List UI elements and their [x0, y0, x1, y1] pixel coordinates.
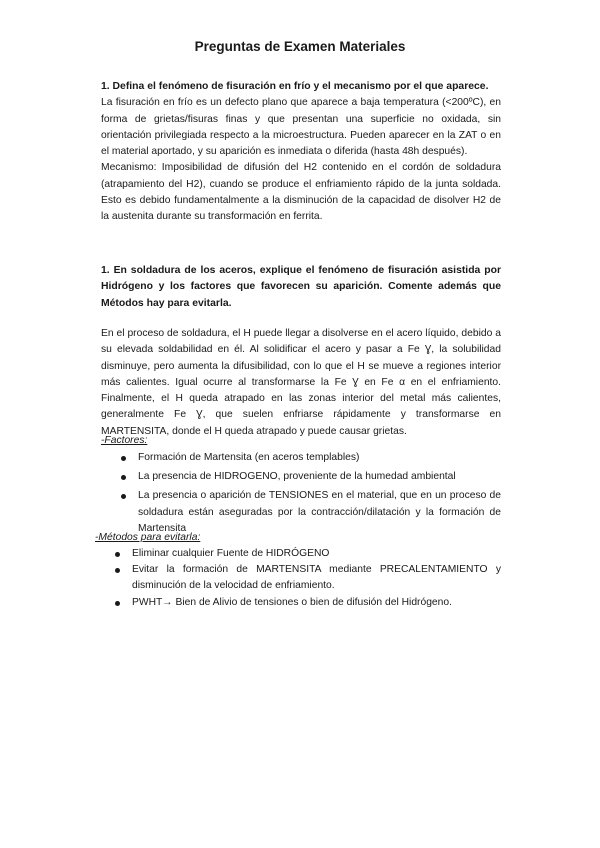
list-item — [115, 546, 501, 562]
question-2 — [101, 263, 501, 312]
question-1-heading: 1. Defina el fenómeno de fisuración en frío y el mecanismo por el que aparece. — [101, 81, 489, 92]
methods-label: -Métodos para evitarla: — [95, 532, 201, 543]
bullet-icon — [115, 568, 120, 573]
method-text: Eliminar cualquier Fuente de HIDRÓGENO — [132, 548, 330, 559]
method-text: Evitar la formación de MARTENSITA mediante PRECALENTAMIENTO y disminución de la velocidad de enfriamiento. — [132, 564, 501, 592]
bullet-icon — [115, 601, 120, 606]
factor-text: Formación de Martensita (en aceros templables) — [138, 452, 360, 463]
methods-list — [115, 546, 501, 611]
question-2-answer: En el proceso de soldadura, el H puede llegar a disolverse en el acero líquido, debido a su elevada soldabilidad en él. Al solidificar el acero y pasar a Fe Ɣ, la solubilidad disminuye, pero aumenta la difusibilidad, con lo que el H se mueve a regiones interior más calientes. Igual ocurre al transformarse la Fe Ɣ en Fe α en el enfriamiento. Finalmente, el H queda atrapado en las zonas interior del metal más calientes, generalmente Fe Ɣ, que suelen enfriarse rápidamente y transformarse en MARTENSITA, donde el H queda atrapado y puede causar grietas. — [101, 328, 501, 437]
bullet-icon — [121, 475, 126, 480]
list-item — [121, 469, 501, 485]
bullet-icon — [121, 456, 126, 461]
factor-text: La presencia o aparición de TENSIONES en el material, que en un proceso de soldadura están aseguradas por la contracción/dilatación y la formación de Martensita — [138, 490, 501, 534]
factors-label: -Factores: — [101, 435, 148, 446]
question-1 — [101, 79, 501, 226]
bullet-icon — [115, 552, 120, 557]
factors-list — [121, 450, 501, 537]
question-1-answer-p2: Mecanismo: Imposibilidad de difusión del H2 contenido en el cordón de soldadura (atrapamiento del H2), cuando se produce el enfriamiento rápido de la junta soldada. Esto es debido fundamentalmente a la disminución de la capacidad de disolver H2 de la austenita durante su transformación en ferrita. — [101, 162, 501, 223]
method-text: PWHT→ Bien de Alivio de tensiones o bien de difusión del Hidrógeno. — [132, 596, 452, 608]
question-2-answer-block — [101, 326, 501, 440]
list-item — [115, 562, 501, 594]
bullet-icon — [121, 494, 126, 499]
page-title: Preguntas de Examen Materiales — [194, 39, 406, 54]
list-item — [115, 595, 501, 611]
question-2-heading: 1. En soldadura de los aceros, explique el fenómeno de fisuración asistida por Hidrógeno y los factores que favorecen su aparición. Comente además que Métodos hay para evitarla. — [101, 265, 501, 309]
factor-text: La presencia de HIDROGENO, proveniente de la humedad ambiental — [138, 471, 456, 483]
question-1-answer-p1: La fisuración en frío es un defecto plano que aparece a baja temperatura (<200ºC), en forma de grietas/fisuras finas y que presentan una superficie no oxidada, sin orientación privilegiada respecto a la microestructura. Pueden aparecer en la ZAT o en el material aportado, y su aparición es inmediata o diferida (hasta 48h después). — [101, 97, 501, 158]
list-item — [121, 450, 501, 466]
